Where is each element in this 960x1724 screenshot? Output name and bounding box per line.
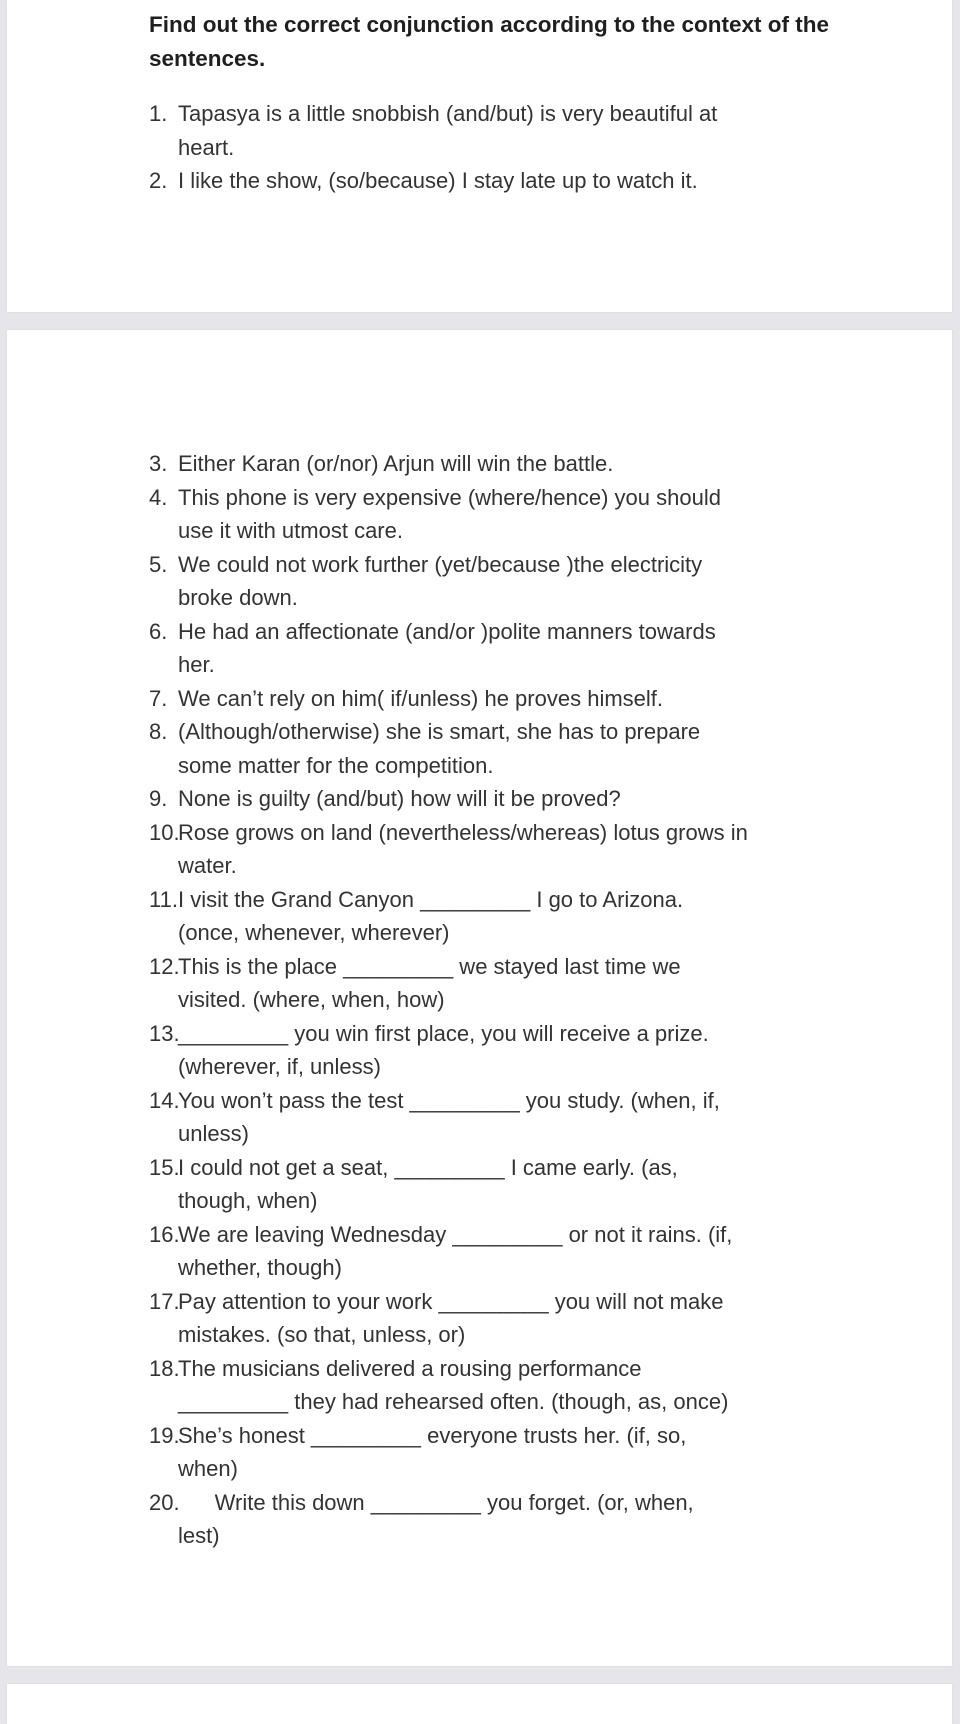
question-text-line: Either Karan (or/nor) Arjun will win the battle. xyxy=(178,451,614,476)
worksheet-page-2 xyxy=(7,330,952,1666)
question-number: 20. xyxy=(149,1489,180,1515)
question-text-line: I like the show, (so/because) I stay late up to watch it. xyxy=(178,168,698,193)
question-number: 8. xyxy=(149,719,168,744)
question-text-line: broke down. xyxy=(178,585,298,610)
question-number: 15. xyxy=(149,1154,180,1180)
question-item xyxy=(149,481,849,548)
question-text-line: He had an affectionate (and/or )polite manners towards xyxy=(178,618,716,644)
question-number: 19. xyxy=(149,1422,180,1448)
question-text-line: We could not work further (yet/because )the electricity xyxy=(178,551,703,577)
question-list-1 xyxy=(149,97,849,198)
question-item xyxy=(149,164,849,198)
question-number: 3. xyxy=(149,451,168,476)
question-list-2 xyxy=(149,447,849,1553)
question-item xyxy=(149,97,849,164)
question-text-line: I visit the Grand Canyon _________ I go to Arizona. xyxy=(178,886,684,912)
question-number: 13. xyxy=(149,1020,180,1046)
worksheet-heading: Find out the correct conjunction according to the context of the sentences. xyxy=(149,12,830,71)
question-number: 18. xyxy=(149,1355,180,1381)
question-item xyxy=(149,1352,849,1419)
question-text-line: This is the place _________ we stayed last time we xyxy=(178,953,681,979)
question-text-line: None is guilty (and/but) how will it be proved? xyxy=(178,786,621,811)
question-item xyxy=(149,1285,849,1352)
question-text-line: water. xyxy=(178,853,237,878)
question-text-line: _________ you win first place, you will receive a prize. xyxy=(178,1020,709,1046)
question-text-line: Tapasya is a little snobbish (and/but) is very beautiful at xyxy=(178,101,718,126)
question-text-line: her. xyxy=(178,652,215,677)
question-number: 11. xyxy=(149,886,178,912)
question-text-line: We can’t rely on him( if/unless) he proves himself. xyxy=(178,685,663,711)
question-text-line: Rose grows on land (nevertheless/whereas) lotus grows in xyxy=(178,819,748,845)
question-number: 5. xyxy=(149,551,168,577)
question-number: 4. xyxy=(149,484,168,510)
question-text-line: We are leaving Wednesday _________ or not it rains. (if, xyxy=(178,1221,733,1247)
question-text-line: lest) xyxy=(178,1523,220,1548)
question-number: 14. xyxy=(149,1087,180,1113)
question-text-line: The musicians delivered a rousing performance xyxy=(178,1355,642,1381)
question-item xyxy=(149,682,849,716)
question-number: 2. xyxy=(149,168,168,193)
question-text-line: visited. (where, when, how) xyxy=(178,987,445,1012)
question-item xyxy=(149,715,849,782)
question-number: 17. xyxy=(149,1288,180,1314)
question-item xyxy=(149,1084,849,1151)
worksheet-page-1 xyxy=(7,0,952,312)
question-number: 6. xyxy=(149,618,168,644)
question-text-line: Write this down _________ you forget. (or, when, xyxy=(178,1489,694,1515)
question-number: 7. xyxy=(149,685,168,711)
question-text-line: some matter for the competition. xyxy=(178,752,494,778)
question-text-line: use it with utmost care. xyxy=(178,518,403,543)
question-item xyxy=(149,950,849,1017)
question-text-line: She’s honest _________ everyone trusts her. (if, so, xyxy=(178,1422,687,1448)
question-text-line: You won’t pass the test _________ you study. (when, if, xyxy=(178,1087,720,1113)
question-item xyxy=(149,1486,849,1553)
question-item xyxy=(149,1017,849,1084)
question-number: 16. xyxy=(149,1221,180,1247)
question-text-line: when) xyxy=(178,1456,238,1481)
question-item xyxy=(149,1218,849,1285)
question-number: 9. xyxy=(149,786,168,811)
question-text-line: though, when) xyxy=(178,1188,318,1213)
question-item xyxy=(149,1151,849,1218)
question-text-line: whether, though) xyxy=(178,1255,342,1280)
question-text-line: Pay attention to your work _________ you will not make xyxy=(178,1288,724,1314)
question-text-line: I could not get a seat, _________ I came early. (as, xyxy=(178,1154,678,1180)
question-item xyxy=(149,816,849,883)
question-item xyxy=(149,548,849,615)
question-text-line: (once, whenever, wherever) xyxy=(178,920,450,945)
worksheet-page-3 xyxy=(7,1684,952,1724)
question-text-line: _________ they had rehearsed often. (though, as, once) xyxy=(178,1389,729,1414)
question-text-line: (wherever, if, unless) xyxy=(178,1054,381,1079)
question-number: 1. xyxy=(149,101,168,126)
question-number: 12. xyxy=(149,953,180,979)
question-item xyxy=(149,615,849,682)
question-item xyxy=(149,1419,849,1486)
question-item xyxy=(149,782,849,816)
question-item xyxy=(149,447,849,481)
question-item xyxy=(149,883,849,950)
question-text-line: (Although/otherwise) she is smart, she has to prepare xyxy=(178,719,701,744)
question-text-line: mistakes. (so that, unless, or) xyxy=(178,1322,466,1347)
question-number: 10. xyxy=(149,819,180,845)
question-text-line: This phone is very expensive (where/hence) you should xyxy=(178,484,721,510)
question-text-line: heart. xyxy=(178,134,235,160)
question-text-line: unless) xyxy=(178,1121,249,1146)
